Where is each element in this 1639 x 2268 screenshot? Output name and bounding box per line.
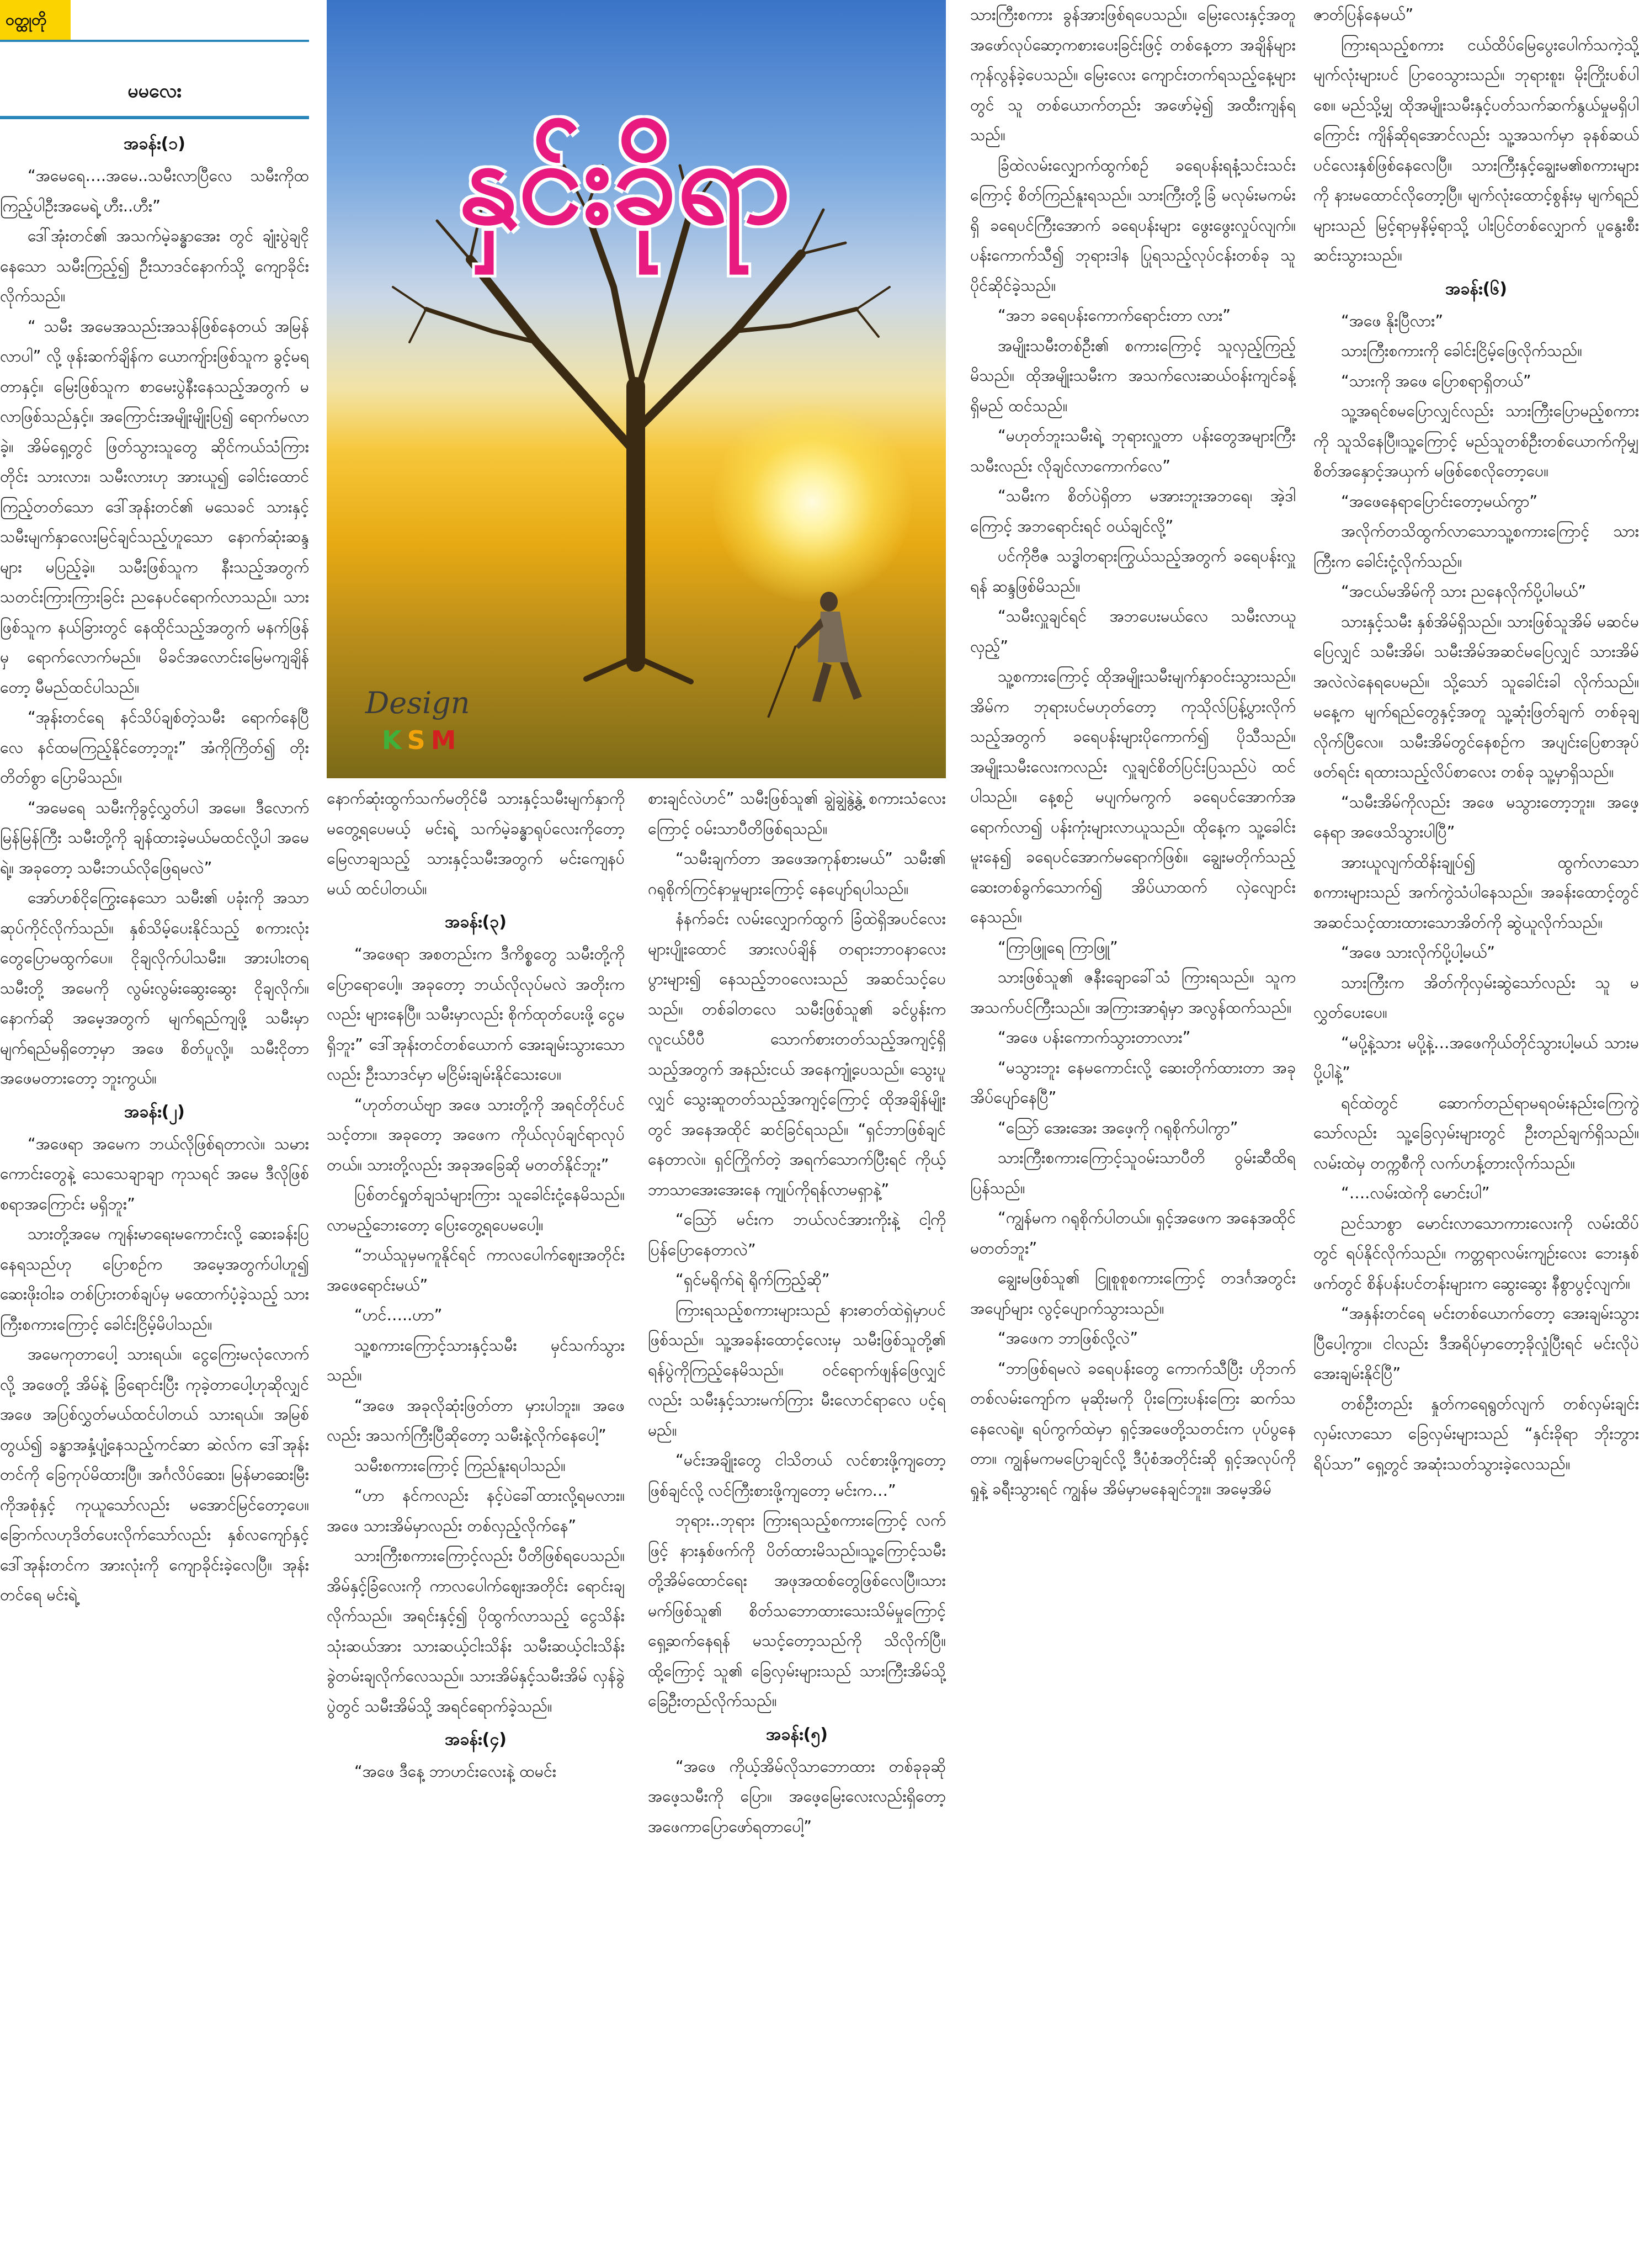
paragraph: သားတို့အမေ ကျန်းမာရေးမကောင်းလို့ ဆေးခန်းပြနေရသည်ဟု ပြောစဉ်က အမေ့အတွက်ပါဟူ၍ ဆေးဖိုးဝါးခ တစ်ပြားတစ်ချပ်မှ မထောက်ပံ့ခဲ့သည့် သားကြီးစကားကြောင့် ခေါင်းငြိမ့်မိပါသည်။ — [0, 1225, 309, 1334]
paragraph: ပြစ်တင်ရှုတ်ချသံများကြား သူခေါင်းငုံ့နေမိသည်။ လာမည့်ဘေးတော့ ပြေးတွေ့ရပေမပေါ့။ — [327, 1186, 625, 1234]
chapter-heading: အခန်း(၄) — [445, 1730, 507, 1749]
initial-s: S — [407, 725, 431, 755]
paragraph: “အဖေနေရာပြောင်းတော့မယ်ကွာ” — [1341, 492, 1538, 511]
walking-figure — [768, 592, 862, 718]
chapter-heading: အခန်း(၁) — [124, 134, 185, 153]
paragraph: ရင်ထဲတွင် ဆောက်တည်ရာမရဝမ်းနည်းကြေကွဲသော်လည်း သူ့ခြေလှမ်းများတွင် ဦးတည်ချက်ရှိသည်။ လမ်းထဲမှ တက္ကစီကို လက်ဟန့်တားလိုက်သည်။ — [1313, 1093, 1639, 1172]
paragraph: “မင်းအချိုးတွေ ငါသိတယ် လင်စားဖို့ကျတော့ဖြစ်ချင်လို့ လင်ကြီးစားဖို့ကျတော့ မင်းက…” — [648, 1451, 946, 1500]
paragraph: အားယူလျက်ထိန်းချုပ်၍ ထွက်လာသောစကားများသည် အက်ကွဲသံပါနေသည်။ အခန်းထောင့်တွင် အဆင်သင့်ထားထားသောအိတ်ကို ဆွဲယူလိုက်သည်။ — [1313, 853, 1639, 932]
paragraph: “အမေရေ….အမေ..သမီးလာပြီလေ သမီးကိုထကြည့်ပါဦးအမေရဲ့ ဟီး..ဟီး” — [0, 167, 309, 215]
initial-m: M — [430, 725, 462, 755]
paragraph: “အဖေ သားလိုက်ပို့ပါ့မယ်” — [1341, 943, 1496, 962]
initial-k: K — [382, 725, 407, 755]
paragraph: ကြားရသည့်စကား ငယ်ထိပ်မြေပွေးပေါက်သကဲ့သို့ မျက်လုံးများပင် ပြာဝေသွားသည်။ ဘုရားစူး၊ မိုးကြိုးပစ်ပါစေ။ မည်သို့မျှ ထိုအမျိုးသမီးနှင့်ပတ်သက်ဆက်နွယ်မှုမရှိပါကြောင်း ကျိန်ဆိုရအောင်လည်း သူ့အသက်မှာ ခုနစ်ဆယ်ပင်လေးနှစ်ဖြစ်နေလေပြီ။ သားကြီးနှင့်ချွေးမ၏စကားများကို နားမထောင်လိုတော့ပြီ။ မျက်လုံးထောင့်စွန်းမှ မျက်ရည်များသည် မြင့်ရာမှနိမ့်ရာသို့ ပါးပြင်တစ်လျှောက် ပူနွေးစီးဆင်းသွားသည်။ — [1313, 35, 1639, 264]
article-column-3 — [648, 784, 946, 2268]
paragraph: အမျိုးသမီးတစ်ဦး၏ စကားကြောင့် သူလှည့်ကြည့်မိသည်။ ထိုအမျိုးသမီးက အသက်လေးဆယ်ဝန်းကျင်ခန့် ရှိမည် ထင်သည်။ — [970, 336, 1296, 415]
paragraph: နောက်ဆုံးထွက်သက်မတိုင်မီ သားနှင့်သမီးမျက်နှာကို မတွေ့ရပေမယ့် မင်းရဲ့ သက်မဲ့ခန္ဓာရုပ်လေးကိုတော့ မြေလာချသည့် သားနှင့်သမီးအတွက် မင်းကျေနပ်မယ် ထင်ပါတယ်။ — [327, 789, 625, 898]
paragraph: “ဟုတ်တယ်ဗျာ အဖေ သားတို့ကို အရင်တိုင်ပင်သင့်တာ။ အခုတော့ အဖေက ကိုယ်လုပ်ချင်ရာလုပ်တယ်။ သားတို့လည်း အခုအခြေဆို မတတ်နိုင်ဘူး” — [327, 1095, 625, 1174]
paragraph: “အဖေ ပန်းကောက်သွားတာလား” — [998, 1028, 1191, 1047]
paragraph: ပင်ကိုဗီဇ သဒ္ဓါတရားကြွယ်သည့်အတွက် ခရေပန်းလှူရန် ဆန္ဒဖြစ်မိသည်။ — [970, 547, 1296, 596]
paragraph: သားကြီးစကားကြောင့်သူဝမ်းသာပီတိ ဝွမ်းဆီထိရပြန်သည်။ — [970, 1149, 1296, 1197]
paragraph: နံနက်ခင်း လမ်းလျှောက်ထွက် ခြံထဲရှိအပင်လေးများပျိုးထောင် အားလပ်ချိန် တရားဘာဝနာလေး ပွားများ၍ နေသည့်ဘဝလေးသည် အဆင်သင့်ပေသည်။ တစ်ခါတလေ သမီးဖြစ်သူ၏ ခင်ပွန်းက လူငယ်ပီပီ သောက်စားတတ်သည့်အကျင့်ရှိသည့်အတွက် အနည်းငယ် အနေကျုံ့ပေသည်။ သွေးပူလျှင် သွေးဆူတတ်သည့်အကျင့်ကြောင့် ထိုအချိန်မျိုးတွင် အနေအထိုင် ဆင်ခြင်ရသည်။ “ရှင်ဘာဖြစ်ချင်နေတာလဲ။ ရှင်ကြိုက်တဲ့ အရက်သောက်ပြီးရင် ကိုယ့်ဘာသာအေးအေးနေ ကျုပ်ကိုရန်လာမရှာနဲ့” — [648, 910, 946, 1199]
designer-signature: Design — [365, 686, 470, 720]
paragraph: သားနှင့်သမီး နှစ်အိမ်ရှိသည်။ သားဖြစ်သူအိမ် မဆင်မပြေလျှင် သမီးအိမ်၊ သမီးအိမ်အဆင်မပြေလျှင် သားအိမ် အလဲလဲနေရပေမည်။ သို့သော် သူခေါင်းခါ လိုက်သည်။ မနေ့က မျက်ရည်တွေနှင့်အတူ သူ့ဆုံးဖြတ်ချက် တစ်ခုချလိုက်ပြီလေ။ သမီးအိမ်တွင်နေစဉ်က အပျင်းပြေစာအုပ်ဖတ်ရင်း ရထားသည့်လိပ်စာလေး တစ်ခု သူ့မှာရှိသည်။ — [1313, 612, 1639, 781]
paragraph: “အဖေရာ အစတည်းက ဒီကိစ္စတွေ သမီးတို့ကို ပြောရောပေါ့။ အခုတော့ ဘယ်လိုလုပ်မလဲ အတိုးကလည်း များနေပြီ။ သမီးမှာလည်း စိုက်ထုတ်ပေးဖို့ ငွေမရှိဘူး” ဒေါ်အုန်းတင်တစ်ယောက် အေးချမ်းသွားသောလည်း ဦးသာဒင်မှာ မငြိမ်းချမ်းနိုင်သေးပေ။ — [327, 945, 625, 1083]
paragraph: တစ်ဦးတည်း နှုတ်ကရေရွတ်လျက် တစ်လှမ်းချင်းလှမ်းလာသော ခြေလှမ်းများသည် “နှင်းခိုရာ ဘိုးဘွားရိပ်သာ” ရှေ့တွင် အဆုံးသတ်သွားခဲ့လေသည်။ — [1313, 1394, 1639, 1473]
paragraph: “အဖေက ဘာဖြစ်လို့လဲ” — [998, 1329, 1138, 1347]
paragraph: “အမေရေ သမီးကိုခွင့်လွှတ်ပါ အမေ။ ဒီလောက်မြန်မြန်ကြီး သမီးတို့ကို ချန်ထားခဲ့မယ်မထင်လို့ပါ အမေရဲ့။ အခုတော့ သမီးဘယ်လိုဖြေရမလဲ” — [0, 798, 309, 877]
paragraph: ဇာတ်ပြန်နေမယ်” — [1313, 6, 1414, 24]
paragraph: “သမီးအိမ်ကိုလည်း အဖေ မသွားတော့ဘူး။ အဖေ့နေရာ အဖေသိသွားပါပြီ” — [1313, 793, 1639, 841]
paragraph: “အဖေ အခုလိုဆုံးဖြတ်တာ မှားပါဘူး။ အဖေလည်း အသက်ကြီးပြီဆိုတော့ သမီးနဲ့လိုက်နေပေါ့” — [327, 1396, 625, 1444]
paragraph: ဘုရား..ဘုရား ကြားရသည့်စကားကြောင့် လက်ဖြင့် နားနှစ်ဖက်ကို ပိတ်ထားမိသည်။သူ့ကြောင့်သမီးတို့အိမ်ထောင်ရေး အဖုအထစ်တွေဖြစ်လေပြီ။သားမက်ဖြစ်သူ၏ စိတ်သဘောထားသေးသိမ်မှုကြောင့် ရှေ့ဆက်နေရန် မသင့်တော့သည်ကို သိလိုက်ပြီ။ ထို့ကြောင့် သူ၏ ခြေလှမ်းများသည် သားကြီးအိမ်သို့ ခြေဦးတည်လိုက်သည်။ — [648, 1511, 946, 1710]
paragraph: သားကြီးက အိတ်ကိုလှမ်းဆွဲသော်လည်း သူ မလွှတ်ပေးပေ။ — [1313, 973, 1639, 1022]
paragraph: “သမီးချက်တာ အဖေအကုန်စားမယ်” သမီး၏ ဂရုစိုက်ကြင်နာမှုများကြောင့် နေပျော်ရပါသည်။ — [648, 849, 946, 898]
paragraph: “ဘယ်သူမှမကူနိုင်ရင် ကာလပေါက်ဈေးအတိုင်း အဖေရောင်းမယ်” — [327, 1246, 625, 1294]
paragraph: ခြံထဲလမ်းလျှောက်ထွက်စဉ် ခရေပန်းရနံ့သင်းသင်းကြောင့် စိတ်ကြည်နူးရသည်။ သားကြီးတို့ခြံ မလုမ်းမကမ်းရှိ ခရေပင်ကြီးအောက် ခရေပန်းများ ဖွေးဖွေးလှုပ်လျက်။ ပန်းကောက်သီ၍ ဘုရားဒါန ပြုရသည့်လုပ်ငန်းတစ်ခု သူပိုင်ဆိုင်ခဲ့သည်။ — [970, 156, 1296, 295]
section-tag: ဝတ္ထုတို — [0, 0, 71, 40]
paragraph: “အဖေ ဒီနေ့ ဘာဟင်းလေးနဲ့ ထမင်း — [354, 1762, 557, 1781]
paragraph: သူ့စကားကြောင့်သားနှင့်သမီး မှင်သက်သွားသည်။ — [327, 1336, 625, 1384]
paragraph: “သားကို အဖေ ပြောစရာရှိတယ်” — [1341, 371, 1531, 390]
paragraph: သားဖြစ်သူ၏ ဇနီးချောခေါ်သံ ကြားရသည်။ သူက အသက်ပင်ကြီးသည်။ အကြားအာရုံမှာ အလွန်ထက်သည်။ — [970, 968, 1296, 1017]
paragraph: စားချင်လဲဟင်” သမီးဖြစ်သူ၏ ချွဲချွဲနွဲ့နွဲ့ စကားသံလေးကြောင့် ဝမ်းသာပီတိဖြစ်ရသည်။ — [648, 789, 946, 838]
article-column-5 — [1313, 0, 1639, 2268]
section-tag-underline — [0, 40, 309, 42]
paragraph: “မသွားဘူး နေမကောင်းလို့ ဆေးတိုက်ထားတာ အခုအိပ်ပျော်နေပြီ” — [970, 1058, 1296, 1107]
cover-illustration — [327, 0, 946, 778]
paragraph: သူ့အရင်စမပြောလျှင်လည်း သားကြီးပြောမည့်စကားကို သူသိနေပြီ။သူ့ကြောင့် မည်သူတစ်ဦးတစ်ယောက်ကိုမျှ စိတ်အနှောင့်အယှက် မဖြစ်စေလိုတော့ပေ။ — [1313, 402, 1639, 480]
paragraph: “မဟုတ်ဘူးသမီးရဲ့ ဘုရားလှူတာ ပန်းတွေအများကြီး သမီးလည်း လိုချင်လာကောက်လေ” — [970, 427, 1296, 475]
chapter-heading: အခန်း(၂) — [124, 1102, 185, 1122]
paragraph: “ဩော် အေးအေး အဖေ့ကို ဂရုစိုက်ပါကွာ” — [998, 1118, 1238, 1137]
paragraph: “သမီးက စိတ်ပဲရှိတာ မအားဘူးအဘရေ၊ အဲ့ဒါကြောင့် အဘရောင်းရင် ဝယ်ချင်လို့” — [970, 487, 1296, 535]
paragraph: “ရှင်မရိုက်ရဲ ရိုက်ကြည့်ဆို” — [675, 1271, 830, 1289]
paragraph: “ဘာဖြစ်ရမလဲ ခရေပန်းတွေ ကောက်သီပြီး ဟိုဘက်တစ်လမ်းကျော်က မုဆိုးမကို ပိုးကြေးပန်းကြေး ဆက်သနေလေရဲ့။ ရပ်ကွက်ထဲမှာ ရှင့်အဖေတို့သတင်းက ပုပ်ပွနေတာ။ ကျွန်မကမပြောချင်လို့ ဒီပုံစံအတိုင်းဆို ရှင့်အလုပ်ကိုရှုနဲ့ ခရီးသွားရင် ကျွန်မ အိမ်မှာမနေချင်ဘူး။ အမေ့အိမ် — [970, 1359, 1296, 1498]
chapter-heading: အခန်း(၅) — [766, 1724, 828, 1744]
paragraph: ချွေးမဖြစ်သူ၏ ငြူစူစူစကားကြောင့် တဒင်္ဂအတွင်း အပျော်များ လွင့်ပျောက်သွားသည်။ — [970, 1269, 1296, 1318]
article-column-1 — [0, 126, 309, 2268]
paragraph: “ကျွန်မက ဂရုစိုက်ပါတယ်။ ရှင့်အဖေက အနေအထိုင်မတတ်ဘူး” — [970, 1209, 1296, 1257]
paragraph: “အုန်းတင်ရေ နင်သိပ်ချစ်တဲ့သမီး ရောက်နေပြီလေ နင်ထမကြည့်နိုင်တော့ဘူး” အံကိုကြိတ်၍ တိုးတိတ်စွာ ပြောမိသည်။ — [0, 708, 309, 787]
paragraph: “ဟင်…..ဟာ” — [354, 1306, 443, 1324]
paragraph: “အဖေ ကိုယ့်အိမ်လိုသာဘောထား တစ်ခုခုဆို အဖေ့သမီးကို ပြော။ အဖေ့မြေးလေးလည်းရှိတော့ အဖေကာပြောဖော်ရတာပေါ့” — [648, 1757, 946, 1836]
paragraph: ညင်သာစွာ မောင်းလာသောကားလေးကို လမ်းထိပ်တွင် ရပ်နိုင်လိုက်သည်။ ကတ္တရာလမ်းကျဉ်းလေး ဘေးနှစ်ဖက်တွင် စိန်ပန်းပင်တန်းများက ဆွေးဆွေး နီစွာပွင့်လျက်။ — [1313, 1214, 1639, 1293]
paragraph: “ဩော် မင်းက ဘယ်လင်အားကိုးနဲ့ ငါ့ကိုပြန်ပြောနေတာလဲ” — [648, 1210, 946, 1259]
paragraph: အမေကုတာပေါ့ သားရယ်။ ငွေကြေးမလုံလောက်လို့ အဖေတို့ အိမ်နဲ့ ခြံရောင်းပြီး ကုခဲ့တာပေါ့ဟုဆိုလျှင် အဖေ အပြစ်လွှတ်မယ်ထင်ပါတယ် သားရယ်။ အမြစ်တွယ်၍ ခန္ဓာအနှံ့ပျံ့နေသည့်ကင်ဆာ ဆဲလ်က ဒေါ်အုန်းတင်ကို ခြေကုပ်မိထားပြီ။ အင်္ဂလိပ်ဆေး၊ မြန်မာဆေးမြီးကိုအစုံနှင့် ကုယူသော်လည်း မအောင်မြင်တော့ပေ။ ခြောက်လဟုဒိတ်ပေးလိုက်သော်လည်း နှစ်လကျော်နှင့် ဒေါ်အုန်းတင်က အားလုံးကို ကျောခိုင်းခဲ့လေပြီ။ အုန်းတင်ရေ မင်းရဲ့ — [0, 1345, 309, 1604]
paragraph: “….လမ်းထဲကို မောင်းပါ” — [1341, 1184, 1490, 1202]
paragraph: “အဖေ နိုးပြီလား” — [1341, 311, 1444, 330]
paragraph: ကြားရသည့်စကားများသည် နားဓာတ်ထဲရှဲမှာပင်ဖြစ်သည်။ သူ့အခန်းထောင့်လေးမှ သမီးဖြစ်သူတို့၏ ရန်ပွဲကိုကြည့်နေမိသည်။ ဝင်ရောက်ဖျန်ဖြေလျှင်လည်း သမီးနှင့်သားမက်ကြား မီးလောင်ရာလေ ပင့်ရမည်။ — [648, 1300, 946, 1440]
paragraph: “ သမီး အမေအသည်းအသန်ဖြစ်နေတယ် အမြန်လာပါ” လို့ ဖုန်းဆက်ချိန်က ယောကျ်ားဖြစ်သူက ခွင့်မရတာနှင့်။ မြေးဖြစ်သူက စာမေးပွဲနီးနေသည့်အတွက် မလာဖြစ်သည်နှင့်။ အကြောင်းအမျိုးမျိုးပြ၍ ရောက်မလာခဲ့။ အိမ်ရှေ့တွင် ဖြတ်သွားသူတွေ ဆိုင်ကယ်သံကြားတိုင်း သားလား၊ သမီးလားဟု အားယူ၍ ခေါင်းထောင်ကြည့်တတ်သော ဒေါ်အုန်းတင်၏ မသေခင် သားနှင့် သမီးမျက်နှာလေးမြင်ချင်သည့်ဟူသော နောက်ဆုံးဆန္ဒများ မပြည့်ခဲ့။ သမီးဖြစ်သူက နီးသည့်အတွက်သတင်းကြားကြားခြင်း ညနေပင်ရောက်လာသည်။ သားဖြစ်သူက နယ်ခြားတွင် နေထိုင်သည့်အတွက် မနက်ဖြန်မှ ရောက်လောက်မည်။ မိခင်အလောင်းမြေမကျချိန်တော့ မီမည်ထင်ပါသည်။ — [0, 317, 309, 697]
paragraph: “အငယ်မအိမ်ကို သား ညနေလိုက်ပို့ပါမယ်” — [1341, 582, 1587, 601]
paragraph: “မပို့နဲ့သား မပို့နဲ့…အဖေကိုယ်တိုင်သွားပါ့မယ် သားမပို့ပါနဲ့” — [1313, 1033, 1639, 1082]
paragraph: သူ့စကားကြောင့် ထိုအမျိုးသမီးမျက်နှာဝင်းသွားသည်။ အိမ်က ဘုရားပင်မဟုတ်တော့ ကုသိုလ်ပြန့်ပွားလိုက်သည့်အတွက် ခရေပန်းများပိုကောက်၍ ပိုသီသည်။ အမျိုးသမီးလေးကလည်း လှူချင်စိတ်ပြင်းပြသည်ပဲ ထင်ပါသည်။ နေ့စဉ် မပျက်မကွက် ခရေပင်အောက်အရောက်လာ၍ ပန်းကုံးများလာယူသည်။ ထိုနေ့က သူ့ခေါင်းမူးနေ၍ ခရေပင်အောက်မရောက်ဖြစ်။ ချွေးမတိုက်သည့် ဆေးတစ်ခွက်သောက်၍ အိပ်ယာထက် လှဲလျောင်းနေသည်။ — [970, 667, 1296, 926]
paragraph: အော်ဟစ်ငိုကြွေးနေသော သမီး၏ ပခုံးကို အသာဆုပ်ကိုင်လိုက်သည်။ နှစ်သိမ့်ပေးနိုင်သည့် စကားလုံးတွေပြောမထွက်ပေ။ ငိုချလိုက်ပါသမီး။ အားပါးတရ သမီးတို့ အမေကို လွမ်းလွမ်းဆွေးဆွေး ငိုချလိုက်။ နောက်ဆို အမေ့အတွက် မျက်ရည်ကျဖို့ သမီးမှာ မျက်ရည်မရှိတော့မှာ အဖေ စိတ်ပူလို့။ သမီးငိုတာ အဖေမတားတော့ ဘူးကွယ်။ — [0, 889, 309, 1087]
paragraph: “အဖေရာ အမေက ဘယ်လိုဖြစ်ရတာလဲ။ သမားကောင်းတွေနဲ့ သေသေချာချာ ကုသရင် အမေ ဒီလိုဖြစ်စရာအကြောင်း မရှိဘူး” — [0, 1134, 309, 1213]
chapter-heading: အခန်း(၃) — [445, 912, 507, 932]
paragraph: သားကြီးစကားကို ခေါင်းငြိမ့်ဖြေလိုက်သည်။ — [1341, 342, 1582, 360]
paragraph: “ဟာ နင်ကလည်း နင့်ပဲခေါ်ထားလို့ရမလား။ အဖေ သားအိမ်မှာလည်း တစ်လှည့်လိုက်နေ” — [327, 1486, 625, 1535]
author-divider — [0, 116, 309, 119]
article-column-2 — [327, 784, 625, 2268]
paragraph: “အနှန်းတင်ရေ မင်းတစ်ယောက်တော့ အေးချမ်းသွားပြီပေါ့ကွာ။ ငါလည်း ဒီအရိပ်မှာတော့ခိုလှုံပြီးရင် မင်းလိုပဲ အေးချမ်းနိုင်ပြီ” — [1313, 1304, 1639, 1383]
paragraph: “ကြာဖြူရေ ကြာဖြူ” — [998, 938, 1118, 957]
paragraph: “အဘ ခရေပန်းကောက်ရောင်းတာ လား” — [998, 306, 1231, 325]
chapter-heading: အခန်း(၆) — [1445, 279, 1507, 299]
author-name: မမလေး — [127, 80, 182, 102]
paragraph: “သမီးလှူချင်ရင် အဘပေးမယ်လေ သမီးလာယူလှည့်” — [970, 607, 1296, 656]
paragraph: အလိုက်တသိထွက်လာသောသူ့စကားကြောင့် သားကြီးက ခေါင်းငုံ့လိုက်သည်။ — [1313, 522, 1639, 571]
paragraph: ဒေါ်အုံးတင်၏ အသက်မဲ့ခန္ဓာအေး တွင် ချုံးပွဲချငိုနေသော သမီးကြည့်၍ ဦးသာဒင်နောက်သို့ ကျောခိုင်းလိုက်သည်။ — [0, 227, 309, 305]
cover-title: နှင်းခိုရာ — [458, 114, 791, 249]
designer-initials — [382, 725, 462, 755]
paragraph: သမီးစကားကြောင့် ကြည်နူးရပါသည်။ — [354, 1456, 566, 1475]
paragraph: သားကြီးစကားကြောင့်လည်း ပီတိဖြစ်ရပေသည်။ အိမ်နှင့်ခြံလေးကို ကာလပေါက်ဈေးအတိုင်း ရောင်းချလိုက်သည်။ အရင်းနှင့်၍ ပိုထွက်လာသည့် ငွေသိန်းသုံးဆယ်အား သားဆယ့်ငါးသိန်း သမီးဆယ့်ငါးသိန်း ခွဲတမ်းချလိုက်လေသည်။ သားအိမ်နှင့်သမီးအိမ် လှန်ခွဲပွဲတွင် သမီးအိမ်သို့ အရင်ရောက်ခဲ့သည်။ — [327, 1547, 625, 1715]
article-column-4 — [970, 0, 1296, 2268]
paragraph: သားကြီးစကား ခွန်အားဖြစ်ရပေသည်။ မြေးလေးနှင့်အတူ အဖော်လုပ်ဆော့ကစားပေးခြင်းဖြင့် တစ်နေ့တာ အချိန်များ ကုန်လွန်ခဲ့ပေသည်။ မြေးလေး ကျောင်းတက်ရသည့်နေ့များတွင် သူ တစ်ယောက်တည်း အဖော်မဲ့၍ အထီးကျန်ရသည်။ — [970, 6, 1296, 144]
